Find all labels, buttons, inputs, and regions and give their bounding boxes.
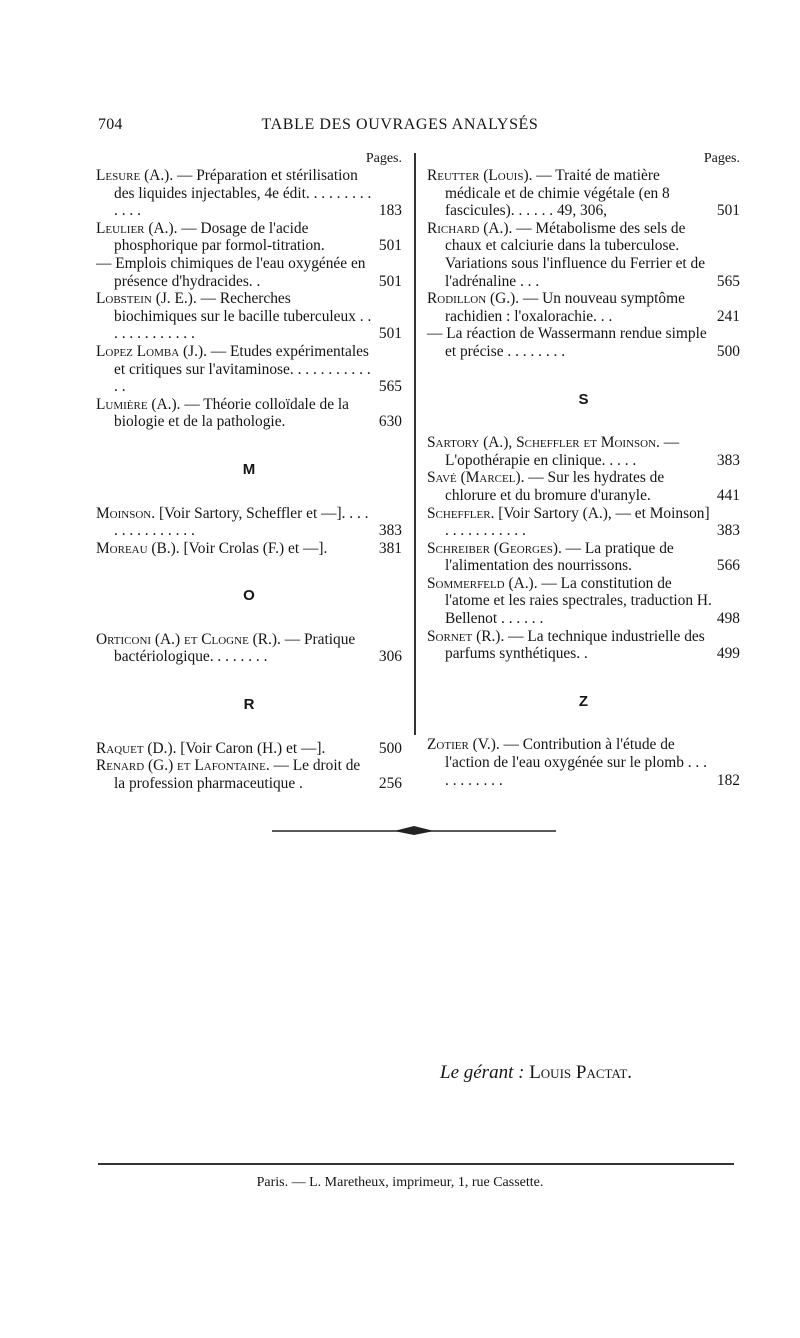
page-reference: 630 [378,413,402,431]
pages-label: Pages. [365,151,402,166]
author-name: Rodillon (G.) [427,290,516,308]
entry-text: . [Voir Sartory (A.), — et Moinson] . . . . . . . . . . . [445,504,710,540]
entry-text: . — Traité de matière médicale et de chimie végétale (en 8 fascicules). . . . . . 49, 306, [445,167,670,220]
pages-label: Pages. [703,151,740,166]
page-reference: 501 [378,325,402,343]
entry-text: . — La constitution de l'atome et les raies spectrales, traduction H. Bellenot . . . . . . [445,574,712,628]
page-reference: 383 [716,522,740,540]
page-reference: 500 [378,739,402,757]
index-entry [96,757,402,792]
section-letter: S [578,390,589,408]
page-reference: 499 [716,645,740,663]
author-name: Renard (G.) et Lafontaine [96,757,266,775]
author-name: Lopez Lomba (J.) [96,342,204,360]
entry-text: . [Voir Sartory, Scheffler et —]. . . . . . . . . . . . . . . [114,504,369,540]
entry-text: . — Sur les hydrates de chlorure et du bromure d'uranyle. [445,469,665,504]
page-reference: 383 [378,522,402,540]
index-entry [96,396,402,431]
index-entry [427,505,740,540]
page-reference: 441 [716,486,740,504]
signature-name: Louis Pactat. [529,1062,633,1083]
entry-text: . — Préparation et stérilisation des liquides injectables, 4e édit. . . . . . . . . . . . . [114,167,372,220]
index-left-column [96,150,402,792]
entry-text: . [Voir Caron (H.) et —]. [172,739,326,757]
page-reference: 383 [716,451,740,469]
author-name: Moreau (B.) [96,539,176,557]
entry-text: . — La technique industrielle des parfums synthétiques. . [445,627,705,663]
entry-text: — Emplois chimiques de l'eau oxygénée en présence d'hydracides. . [96,254,366,290]
author-name: Savé (Marcel) [427,469,521,487]
page-number: 704 [98,116,123,133]
entry-text: — La réaction de Wassermann rendue simple et précise . . . . . . . . [427,325,707,360]
author-name: Sornet (R.) [427,627,501,645]
page-reference: 501 [378,272,402,290]
page-reference: 501 [716,202,740,220]
entry-text: . — Théorie colloïdale de la biologie et de la pathologie. [114,395,349,431]
page-reference: 498 [716,610,740,628]
index-entry [427,434,740,469]
page-reference: 381 [378,539,402,557]
author-name: Raquet (D.) [96,739,173,757]
index-entry [96,740,402,758]
page-reference: 565 [716,272,740,290]
index-entry [427,167,740,220]
author-name: Scheffler [427,504,491,522]
entry-text: . — La pratique de l'alimentation des nourrissons. [445,539,674,575]
index-entry [96,631,402,666]
author-name: Orticoni (A.) et Clogne (R.) [96,630,278,648]
index-entry [96,167,402,220]
author-name: Schreiber (Georges) [427,539,558,557]
page-reference: 306 [378,648,402,666]
footer-rule [98,1163,734,1165]
page-reference: 183 [378,202,402,220]
author-name: Reutter (Louis) [427,167,529,184]
index-entry [427,290,740,325]
author-name: Moinson [96,504,152,522]
author-name: Lobstein (J. E.) [96,290,193,308]
page-reference: 566 [716,557,740,575]
page-reference: 256 [378,774,402,792]
author-name: Zotier (V.) [427,736,496,754]
index-entry [427,736,740,789]
entry-text: . — Dosage de l'acide phosphorique par formol-titration. [114,219,325,255]
index-entry [96,505,402,540]
index-entry [427,628,740,663]
page-reference: 565 [378,378,402,396]
author-name: Leulier (A.) [96,219,174,237]
entry-text: . — Contribution à l'étude de l'action de l'eau oxygénée sur le plomb . . . . . . . . . . . [445,736,707,789]
author-name: Richard (A.) [427,219,509,237]
signature-prefix: Le gérant : [440,1062,525,1083]
entry-text: . — Métabolisme des sels de chaux et calciurie dans la tuberculose. Variations sous l'influence du Ferrier et de l'adrénaline . . . [445,219,706,290]
page-reference: 182 [716,771,740,789]
section-letter: Z [578,692,589,710]
index-entry [96,255,402,290]
entry-text: . [Voir Crolas (F.) et —]. [175,539,328,557]
entry-text: . — Etudes expérimentales et critiques sur l'avitaminose. . . . . . . . . . . . . [114,342,371,396]
entry-text: . — Pratique bactériologique. . . . . . . . [114,630,356,666]
printer-imprint: Paris. — L. Maretheux, imprimeur, 1, rue Cassette. [256,1175,544,1190]
page-reference: 501 [378,237,402,255]
index-right-column [427,150,740,789]
index-entry [96,290,402,343]
index-entry [427,220,740,290]
index-entry [96,220,402,255]
index-entry [427,575,740,628]
index-entry [427,540,740,575]
page-reference: 241 [716,307,740,325]
signature-line [440,1062,632,1084]
column-divider [414,153,416,735]
author-name: Sommerfeld (A.) [427,574,534,592]
section-letter: O [243,587,255,605]
author-name: Sartory (A.), Scheffler et Moinson [427,434,657,452]
index-entry [427,469,740,504]
page-reference: 500 [716,342,740,360]
entry-text: . — L'opothérapie en clinique. . . . . [445,434,680,469]
author-name: Lumière (A.) [96,395,177,413]
page-title: TABLE DES OUVRAGES ANALYSÉS [261,116,539,133]
author-name: Lesure (A.) [96,167,170,184]
index-entry [96,540,402,558]
entry-text: . — Recherches biochimiques sur le bacille tuberculeux . . . . . . . . . . . . . [114,290,372,343]
index-entry [427,325,740,360]
section-letter: M [242,460,256,478]
section-letter: R [243,696,255,714]
index-entry [96,343,402,396]
entry-text: . — Le droit de la profession pharmaceutique . [114,757,361,792]
entry-text: . — Un nouveau symptôme rachidien : l'oxalorachie. . . [445,290,685,325]
ornament-divider [272,822,556,838]
